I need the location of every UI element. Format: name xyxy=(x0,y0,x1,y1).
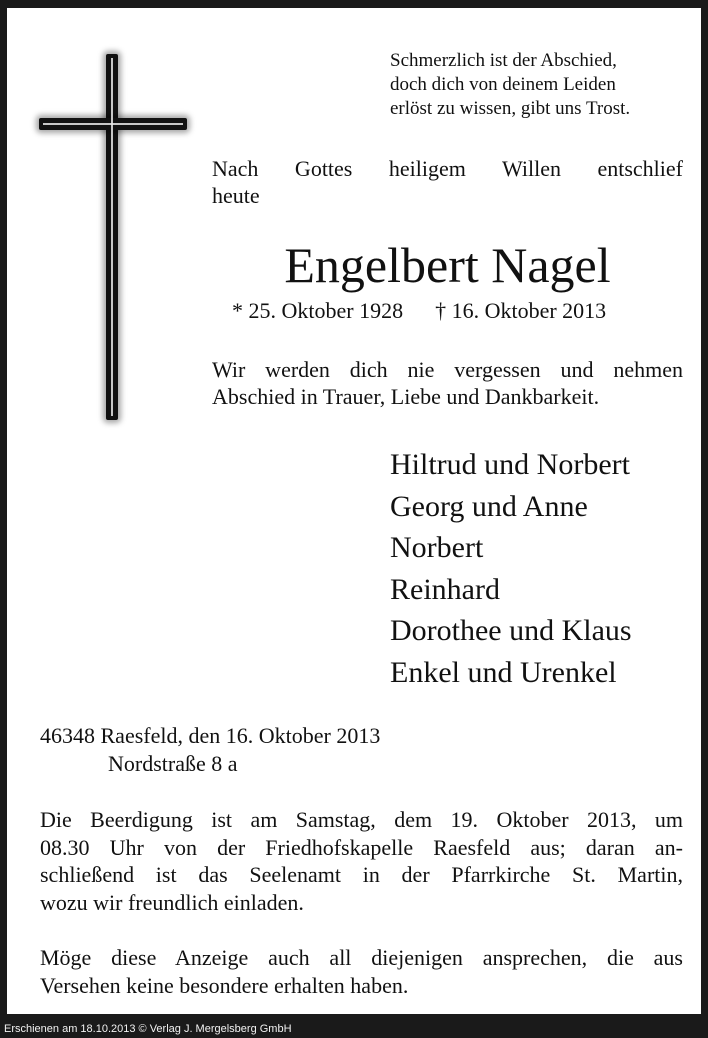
survivors-list xyxy=(390,444,632,693)
death-date: † 16. Oktober 2013 xyxy=(435,298,607,323)
verse-line: doch dich von deinem Leiden xyxy=(390,74,616,95)
publication-footer: Erschienen am 18.10.2013 © Verlag J. Mergelsberg GmbH xyxy=(4,1023,292,1035)
street-address: Nordstraße 8 a xyxy=(108,751,238,776)
funeral-line: schließend ist das Seelenamt in der Pfarrkirche St. Martin, xyxy=(40,862,683,887)
cross-horizontal-highlight xyxy=(43,123,183,125)
birth-date: * 25. Oktober 1928 xyxy=(232,298,404,323)
intro-line: heute xyxy=(212,183,260,208)
deceased-name: Engelbert Nagel xyxy=(284,237,611,293)
verse-line: Schmerzlich ist der Abschied, xyxy=(390,50,617,71)
life-dates xyxy=(232,297,606,325)
intro-text xyxy=(212,155,683,209)
memory-line: Wir werden dich nie vergessen und nehmen xyxy=(212,357,683,382)
address-block xyxy=(40,722,380,778)
survivor-name: Hiltrud und Norbert xyxy=(390,448,630,481)
intro-line: Nach Gottes heiligem Willen entschlief xyxy=(212,156,683,181)
verse-line: erlöst zu wissen, gibt uns Trost. xyxy=(390,98,631,119)
memory-text xyxy=(212,356,683,410)
survivor-name: Dorothee und Klaus xyxy=(390,614,632,647)
survivor-name: Reinhard xyxy=(390,572,500,606)
memory-line: Abschied in Trauer, Liebe und Dankbarkeit. xyxy=(212,384,600,409)
funeral-line: wozu wir freundlich einladen. xyxy=(40,889,304,915)
funeral-line: Die Beerdigung ist am Samstag, dem 19. Oktober 2013, um xyxy=(40,807,683,832)
notice-text xyxy=(40,944,683,999)
survivor-name: Enkel und Urenkel xyxy=(390,655,617,689)
memorial-verse xyxy=(390,49,630,121)
obituary-card xyxy=(7,8,701,1014)
survivor-name: Norbert xyxy=(390,531,484,564)
cross-vertical-highlight xyxy=(111,58,113,416)
funeral-line: 08.30 Uhr von der Friedhofskapelle Raesfeld aus; daran an- xyxy=(40,834,683,860)
notice-line: Versehen keine besondere erhalten haben. xyxy=(40,972,409,998)
notice-line: Möge diese Anzeige auch all diejenigen ansprechen, die aus xyxy=(40,945,683,970)
funeral-info xyxy=(40,806,683,916)
survivor-name: Georg und Anne xyxy=(390,489,588,523)
city-date: 46348 Raesfeld, den 16. Oktober 2013 xyxy=(40,723,381,748)
